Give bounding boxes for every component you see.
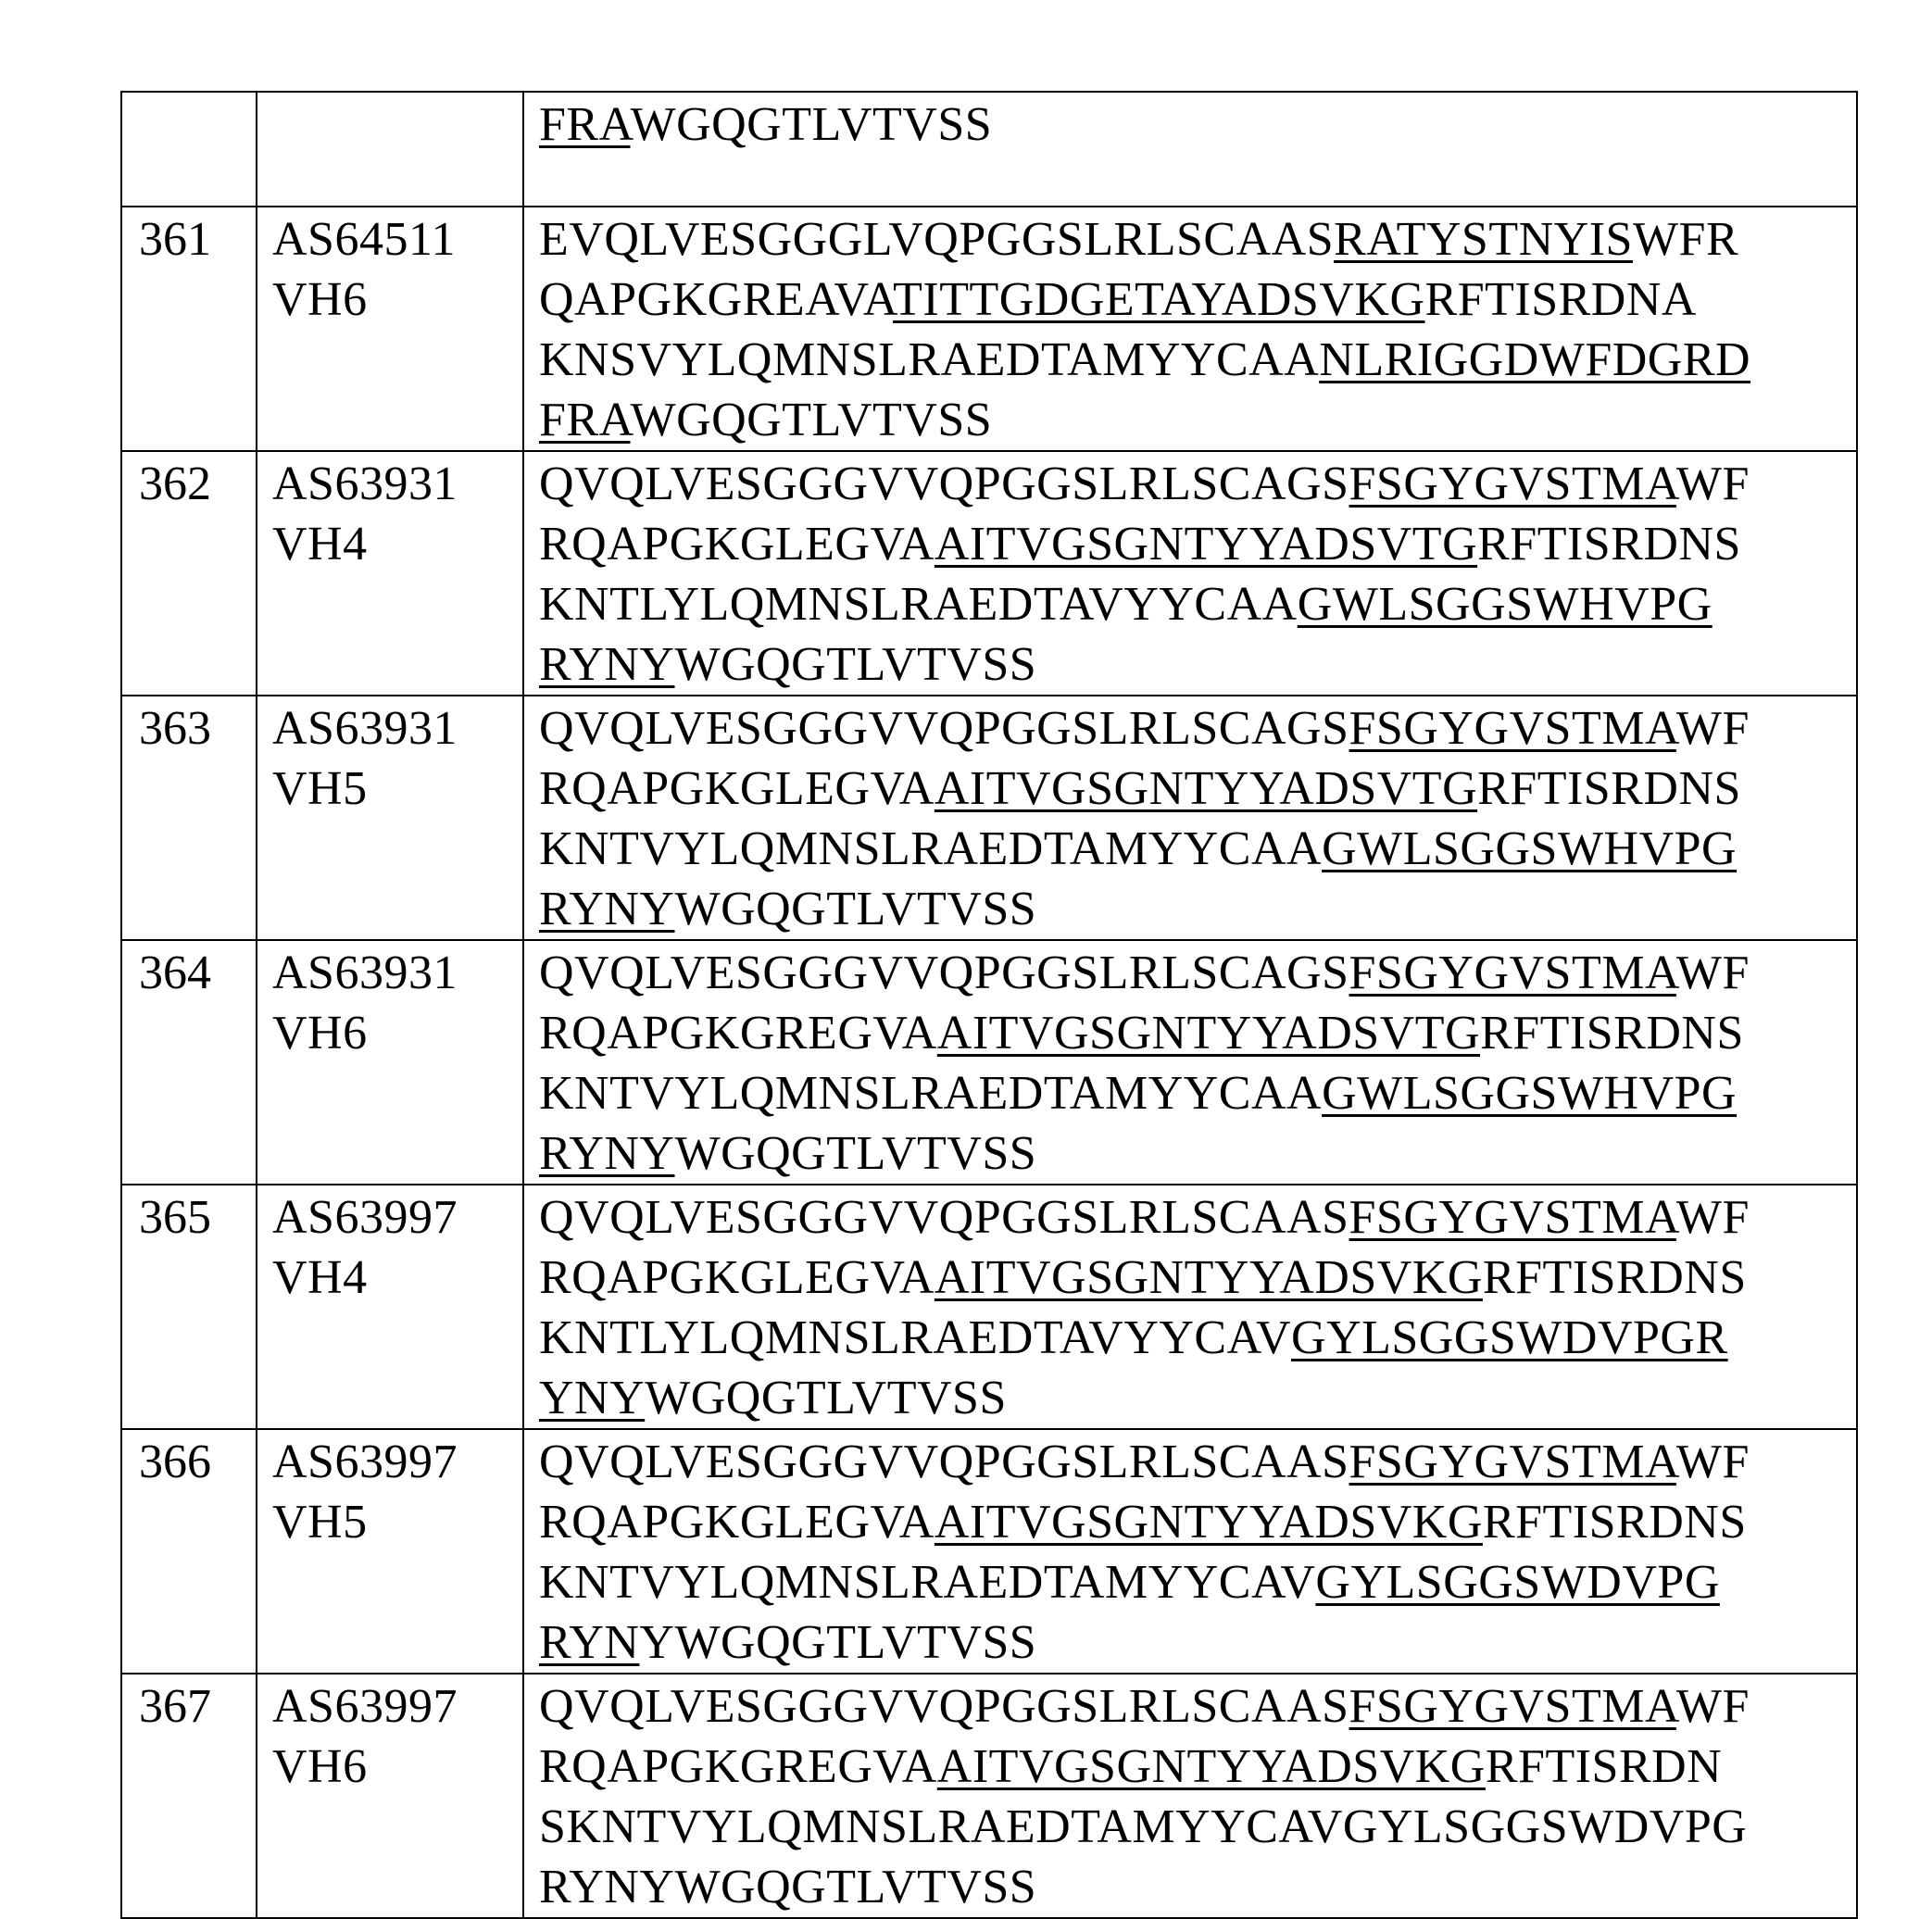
- sequence-table: [120, 91, 1858, 1919]
- table-row: [121, 696, 1857, 940]
- framework-segment: RQAPGKGLEGVA: [539, 1251, 935, 1304]
- cdr-segment: RYNY: [539, 883, 674, 935]
- sequence-line: [539, 1308, 1847, 1368]
- framework-segment: RQAPGKGREGVA: [539, 1740, 937, 1793]
- name-cell: [257, 940, 523, 1185]
- name-line: AS63931: [272, 943, 513, 1003]
- framework-segment: WF: [1676, 458, 1750, 510]
- seq-id: 364: [139, 947, 211, 999]
- cdr-segment: YNY: [539, 1372, 645, 1424]
- framework-segment: RFTISRDNA: [1425, 273, 1697, 326]
- cdr-segment: GWLSGGSWHVPG: [1322, 822, 1737, 875]
- framework-segment: YWGQGTLVTVSS: [639, 1616, 1036, 1669]
- framework-segment: RQAPGKGLEGVA: [539, 762, 935, 815]
- table-row: [121, 1674, 1857, 1918]
- sequence-cell: [523, 1674, 1857, 1918]
- framework-segment: KNTVYLQMNSLRAEDTAMYYCAA: [539, 822, 1322, 875]
- framework-segment: RFTISRDNS: [1480, 1007, 1744, 1060]
- sequence-line: [539, 330, 1847, 390]
- sequence-cell: [523, 451, 1857, 696]
- seq-id-cell: [121, 451, 257, 696]
- framework-segment: WGQGTLVTVSS: [674, 883, 1036, 935]
- cdr-segment: FSGYGVSTMA: [1349, 702, 1676, 755]
- framework-segment: RYNYWGQGTLVTVSS: [539, 1861, 1036, 1913]
- cdr-segment: AITVGSGNTYYADSVTG: [935, 762, 1477, 815]
- name-cell: [257, 207, 523, 451]
- seq-id: 362: [139, 458, 211, 510]
- seq-id: 363: [139, 702, 211, 755]
- framework-segment: QAPGKGREAVA: [539, 273, 893, 326]
- framework-segment: WGQGTLVTVSS: [674, 1127, 1036, 1180]
- cdr-segment: GYLSGGSWDVPGR: [1291, 1311, 1728, 1364]
- framework-segment: QVQLVESGGGVVQPGGSLRLSCAGS: [539, 947, 1349, 999]
- table-row: [121, 1429, 1857, 1674]
- sequence-cell: [523, 696, 1857, 940]
- seq-id-cell: [121, 940, 257, 1185]
- framework-segment: WF: [1676, 1680, 1750, 1733]
- name-line: AS63997: [272, 1187, 513, 1248]
- framework-segment: WGQGTLVTVSS: [631, 394, 993, 446]
- framework-segment: RQAPGKGLEGVA: [539, 518, 935, 571]
- name-cell: [257, 1429, 523, 1674]
- framework-segment: RQAPGKGLEGVA: [539, 1496, 935, 1549]
- name-cell: [257, 1185, 523, 1429]
- sequence-line: [539, 1248, 1847, 1308]
- sequence-line: [539, 454, 1847, 514]
- sequence-line: [539, 698, 1847, 759]
- sequence-line: [539, 819, 1847, 879]
- framework-segment: WF: [1676, 1436, 1750, 1488]
- name-cell: [257, 1674, 523, 1918]
- framework-segment: QVQLVESGGGVVQPGGSLRLSCAAS: [539, 1436, 1349, 1488]
- framework-segment: SKNTVYLQMNSLRAEDTAMYYCAVGYLSGGSWDVPG: [539, 1800, 1747, 1853]
- seq-id-cell: [121, 1429, 257, 1674]
- framework-segment: RFTISRDNS: [1483, 1496, 1747, 1549]
- seq-id: 366: [139, 1436, 211, 1488]
- name-cell: [257, 696, 523, 940]
- framework-segment: RFTISRDNS: [1477, 518, 1741, 571]
- framework-segment: QVQLVESGGGVVQPGGSLRLSCAAS: [539, 1191, 1349, 1244]
- cdr-segment: FSGYGVSTMA: [1349, 1680, 1676, 1733]
- sequence-line: [539, 943, 1847, 1003]
- seq-id: 365: [139, 1191, 211, 1244]
- name-line: AS63931: [272, 454, 513, 514]
- sequence-cell: [523, 1185, 1857, 1429]
- sequence-line: [539, 390, 1847, 450]
- framework-segment: RFTISRDNS: [1477, 762, 1741, 815]
- cdr-segment: FSGYGVSTMA: [1349, 458, 1676, 510]
- seq-id-cell: [121, 696, 257, 940]
- sequence-line: [539, 759, 1847, 819]
- cdr-segment: FRA: [539, 98, 631, 151]
- name-line: VH4: [272, 1248, 513, 1308]
- cdr-segment: AITVGSGNTYYADSVKG: [935, 1251, 1483, 1304]
- sequence-line: [539, 879, 1847, 939]
- sequence-line: [539, 209, 1847, 270]
- name-line: AS64511: [272, 209, 513, 270]
- sequence-line: [539, 1737, 1847, 1797]
- sequence-cell: [523, 940, 1857, 1185]
- table-row: [121, 207, 1857, 451]
- framework-segment: EVQLVESGGGLVQPGGSLRLSCAAS: [539, 213, 1334, 266]
- cdr-segment: AITVGSGNTYYADSVKG: [935, 1496, 1483, 1549]
- cdr-segment: TITTGDGETAYADSVKG: [893, 273, 1424, 326]
- framework-segment: QVQLVESGGGVVQPGGSLRLSCAAS: [539, 1680, 1349, 1733]
- framework-segment: WFR: [1633, 213, 1738, 266]
- table-row: [121, 1185, 1857, 1429]
- cdr-segment: RATYSTNYIS: [1334, 213, 1633, 266]
- sequence-line: [539, 1003, 1847, 1063]
- name-line: VH5: [272, 1492, 513, 1552]
- cdr-segment: GWLSGGSWHVPG: [1298, 578, 1712, 631]
- framework-segment: KNTVYLQMNSLRAEDTAMYYCAV: [539, 1556, 1315, 1609]
- sequence-line: [539, 1187, 1847, 1248]
- sequence-line: [539, 1797, 1847, 1857]
- seq-id-cell: [121, 1674, 257, 1918]
- framework-segment: WF: [1676, 702, 1750, 755]
- sequence-table-body: [121, 92, 1857, 1918]
- framework-segment: WF: [1676, 1191, 1750, 1244]
- cdr-segment: NLRIGGDWFDGRD: [1319, 333, 1750, 386]
- name-line: AS63997: [272, 1432, 513, 1492]
- sequence-line: [539, 634, 1847, 695]
- cdr-segment: RYNY: [539, 638, 674, 691]
- sequence-cell: [523, 207, 1857, 451]
- cdr-segment: FSGYGVSTMA: [1349, 1191, 1676, 1244]
- sequence-line: [539, 1123, 1847, 1184]
- framework-segment: QVQLVESGGGVVQPGGSLRLSCAGS: [539, 702, 1349, 755]
- seq-id: 361: [139, 213, 211, 266]
- seq-id-cell: [121, 207, 257, 451]
- cdr-segment: RYN: [539, 1616, 639, 1669]
- seq-id-cell: [121, 1185, 257, 1429]
- seq-id: 367: [139, 1680, 211, 1733]
- framework-segment: RFTISRDNS: [1483, 1251, 1747, 1304]
- framework-segment: KNTVYLQMNSLRAEDTAMYYCAA: [539, 1067, 1322, 1120]
- name-line: VH6: [272, 1737, 513, 1797]
- sequence-line: [539, 1368, 1847, 1428]
- table-row: [121, 940, 1857, 1185]
- sequence-line: [539, 1063, 1847, 1123]
- seq-id-cell: [121, 92, 257, 207]
- table-row: [121, 92, 1857, 207]
- cdr-segment: FSGYGVSTMA: [1349, 947, 1676, 999]
- sequence-line: [539, 514, 1847, 574]
- framework-segment: WGQGTLVTVSS: [631, 98, 993, 151]
- sequence-line: [539, 94, 1847, 155]
- name-line: VH4: [272, 514, 513, 574]
- framework-segment: KNTLYLQMNSLRAEDTAVYYCAV: [539, 1311, 1291, 1364]
- sequence-cell: [523, 1429, 1857, 1674]
- name-line: VH6: [272, 270, 513, 330]
- sequence-line: [539, 1612, 1847, 1673]
- sequence-line: [539, 1492, 1847, 1552]
- cdr-segment: AITVGSGNTYYADSVTG: [935, 518, 1477, 571]
- cdr-segment: GYLSGGSWDVPG: [1315, 1556, 1719, 1609]
- cdr-segment: GWLSGGSWHVPG: [1322, 1067, 1737, 1120]
- name-cell: [257, 451, 523, 696]
- sequence-line: [539, 1432, 1847, 1492]
- sequence-line: [539, 1857, 1847, 1917]
- sequence-cell: [523, 92, 1857, 207]
- cdr-segment: FRA: [539, 394, 631, 446]
- sequence-line: [539, 270, 1847, 330]
- cdr-segment: AITVGSGNTYYADSVKG: [937, 1740, 1486, 1793]
- framework-segment: KNTLYLQMNSLRAEDTAVYYCAA: [539, 578, 1298, 631]
- framework-segment: KNSVYLQMNSLRAEDTAMYYCAA: [539, 333, 1319, 386]
- name-cell: [257, 92, 523, 207]
- framework-segment: RFTISRDN: [1486, 1740, 1722, 1793]
- framework-segment: RQAPGKGREGVA: [539, 1007, 937, 1060]
- framework-segment: WF: [1676, 947, 1750, 999]
- framework-segment: WGQGTLVTVSS: [674, 638, 1036, 691]
- cdr-segment: AITVGSGNTYYADSVTG: [937, 1007, 1480, 1060]
- sequence-line: [539, 574, 1847, 634]
- framework-segment: WGQGTLVTVSS: [645, 1372, 1007, 1424]
- cdr-segment: RYNY: [539, 1127, 674, 1180]
- table-row: [121, 451, 1857, 696]
- framework-segment: QVQLVESGGGVVQPGGSLRLSCAGS: [539, 458, 1349, 510]
- name-line: AS63997: [272, 1676, 513, 1737]
- cdr-segment: FSGYGVSTMA: [1349, 1436, 1676, 1488]
- name-line: VH6: [272, 1003, 513, 1063]
- sequence-line: [539, 1676, 1847, 1737]
- name-line: VH5: [272, 759, 513, 819]
- name-line: AS63931: [272, 698, 513, 759]
- sequence-line: [539, 1552, 1847, 1612]
